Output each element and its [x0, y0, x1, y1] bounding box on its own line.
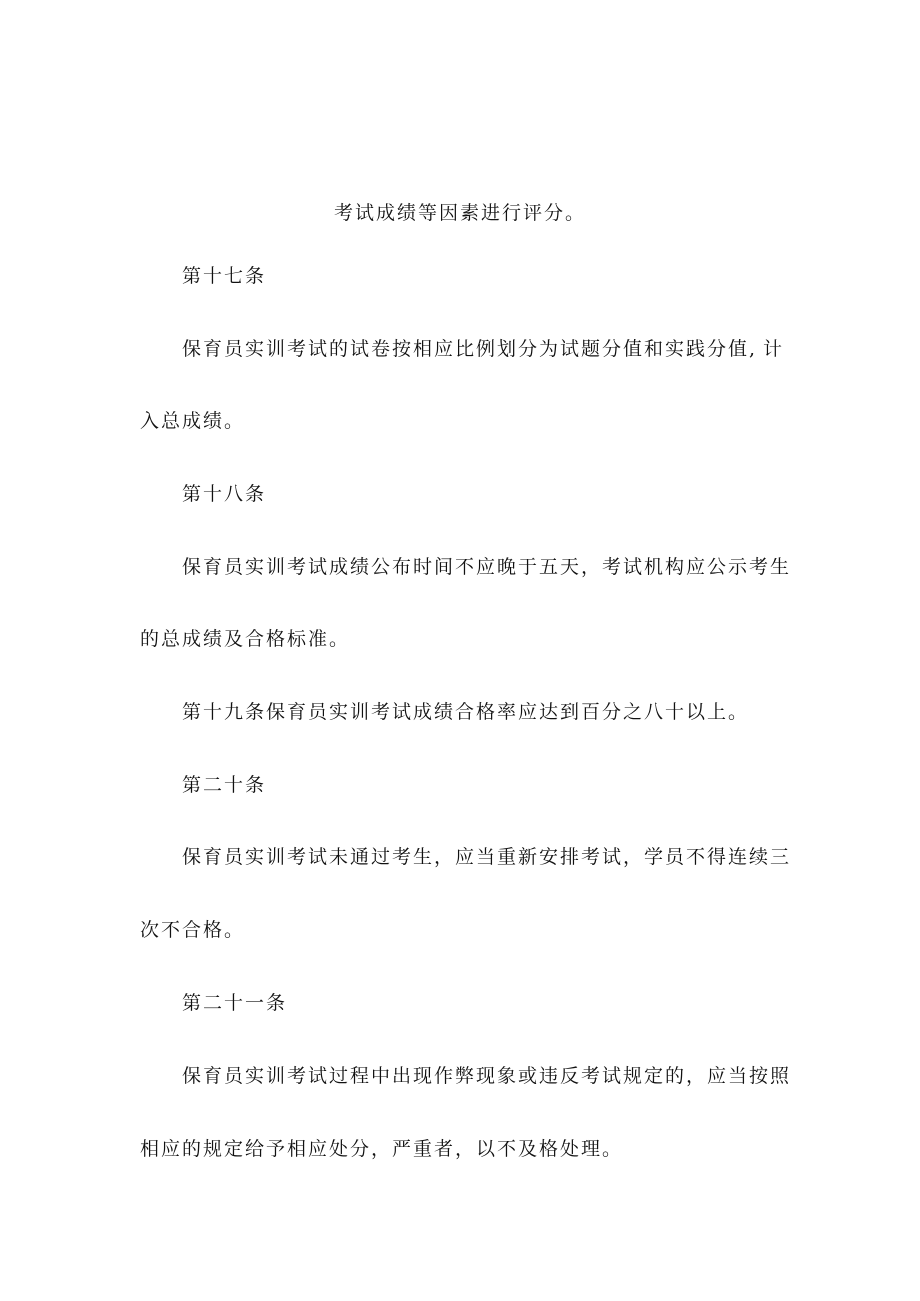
article-21-paragraph-line-2: 相应的规定给予相应处分，严重者，以不及格处理。 — [140, 1138, 624, 1160]
article-20-heading: 第二十条 — [182, 774, 267, 796]
article-17-text-main: 保育员实训考试的试卷按相应比例划分为试题分值和实践分值, — [182, 338, 758, 360]
article-20-paragraph-line-1 — [182, 845, 790, 869]
article-18-text-main: 保育员实训考试成绩公布时间不应晚于五天，考试机构应公示考 — [182, 556, 771, 578]
article-19-paragraph: 第十九条保育员实训考试成绩合格率应达到百分之八十以上。 — [182, 701, 750, 723]
article-21-text-main: 保育员实训考试过程中出现作弊现象或违反考试规定的，应当按 — [182, 1065, 771, 1087]
article-17-text-tail: 计 — [762, 338, 782, 360]
article-20-paragraph-line-2: 次不合格。 — [140, 919, 246, 941]
article-17-paragraph-line-2: 入总成绩。 — [140, 410, 246, 432]
article-21-heading: 第二十一条 — [182, 992, 288, 1014]
article-18-paragraph-line-1 — [182, 555, 790, 579]
article-20-text-tail: 三 — [770, 846, 790, 868]
article-20-text-main: 保育员实训考试未通过考生，应当重新安排考试，学员不得连续 — [182, 846, 771, 868]
article-21-paragraph-line-1 — [182, 1064, 790, 1088]
article-17-paragraph-line-1 — [182, 337, 782, 361]
article-18-heading: 第十八条 — [182, 483, 267, 505]
article-17-heading: 第十七条 — [182, 265, 267, 287]
article-21-text-tail: 照 — [770, 1065, 790, 1087]
continued-paragraph-line: 考试成绩等因素进行评分。 — [333, 202, 586, 224]
article-18-paragraph-line-2: 的总成绩及合格标准。 — [140, 628, 351, 650]
article-18-text-tail: 生 — [770, 556, 790, 578]
